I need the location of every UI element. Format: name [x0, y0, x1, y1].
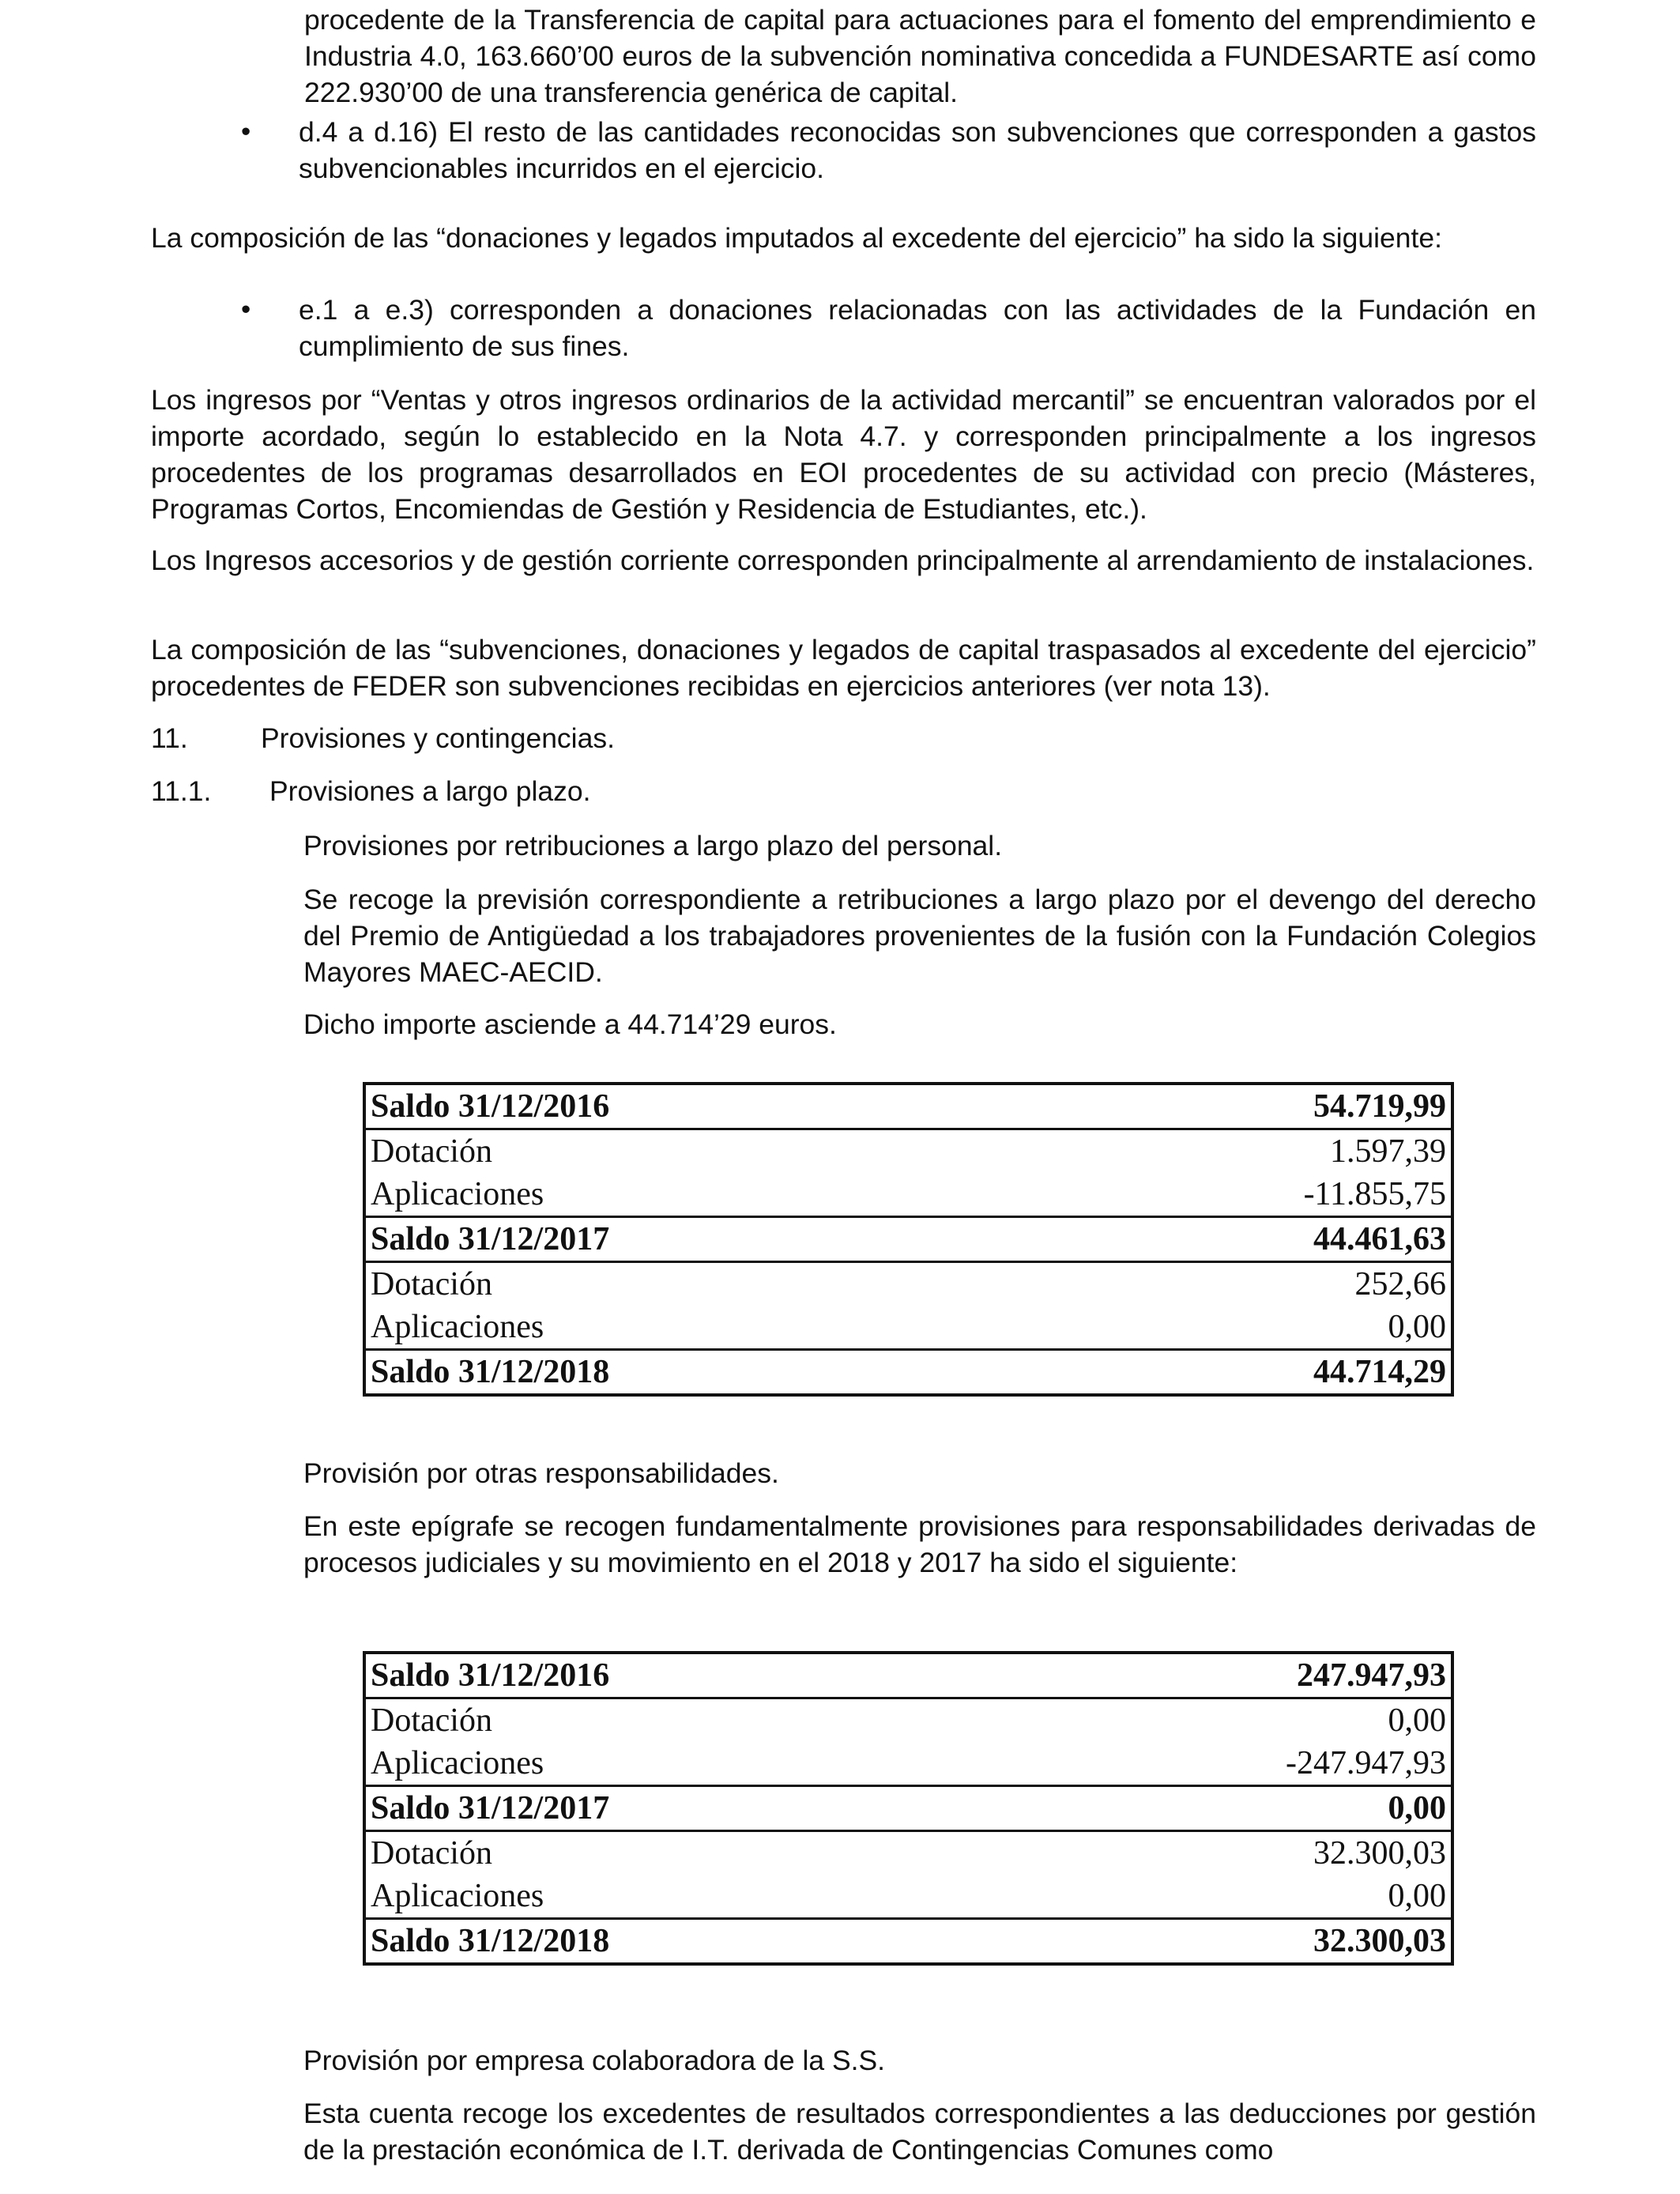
paragraph-empresa-colaboradora: Esta cuenta recoge los excedentes de resultados correspondientes a las deducciones por gestión de la prestación económica de I.T. derivada de Contingencias Comunes como	[303, 2098, 1536, 2166]
bullet-icon: •	[241, 294, 251, 325]
row-label: Aplicaciones	[371, 1745, 544, 1781]
table-row	[364, 1875, 1452, 1919]
row-label: Aplicaciones	[371, 1878, 544, 1914]
row-label: Saldo 31/12/2016	[371, 1088, 610, 1125]
table-row	[364, 1742, 1452, 1786]
row-value: -247.947,93	[1286, 1745, 1446, 1781]
paragraph-donaciones: La composición de las “donaciones y legados imputados al excedente del ejercicio” ha sido la siguiente:	[151, 222, 1442, 254]
paragraph-ventas: Los ingresos por “Ventas y otros ingresos ordinarios de la actividad mercantil” se encuentran valorados por el importe acordado, según lo establecido en la Nota 4.7. y corresponden principalmente a los ingresos procedentes de los programas desarrollados en EOI procedentes de su actividad con precio (Másteres, Programas Cortos, Encomiendas de Gestión y Residencia de Estudiantes, etc.).	[151, 384, 1536, 525]
paragraph-feder: La composición de las “subvenciones, donaciones y legados de capital traspasados al excedente del ejercicio” procedentes de FEDER son subvenciones recibidas en ejercicios anteriores (ver nota 13).	[151, 634, 1536, 702]
bullet-text: d.4 a d.16) El resto de las cantidades reconocidas son subvenciones que corresponden a gastos subvencionables incurridos en el ejercicio.	[299, 116, 1536, 184]
row-label: Saldo 31/12/2018	[371, 1354, 610, 1390]
table-row-total	[364, 1217, 1452, 1262]
table-row	[364, 1173, 1452, 1217]
row-value: 32.300,03	[1313, 1923, 1446, 1959]
row-value: 0,00	[1388, 1309, 1446, 1345]
table-row-total	[364, 1919, 1452, 1965]
table-row-total	[364, 1653, 1452, 1698]
row-value: 247.947,93	[1297, 1657, 1446, 1694]
subsection-title-otras-responsabilidades: Provisión por otras responsabilidades.	[303, 1457, 779, 1489]
paragraph-intro-continuation: procedente de la Transferencia de capital para actuaciones para el fomento del emprendimiento e Industria 4.0, 163.660’00 euros de la subvención nominativa concedida a FUNDESARTE así como 222.930’00 de una transferencia genérica de capital.	[304, 4, 1536, 108]
table-row-total	[364, 1350, 1452, 1396]
paragraph-ingresos-accesorios: Los Ingresos accesorios y de gestión corriente corresponden principalmente al arrendamiento de instalaciones.	[151, 545, 1535, 576]
row-label: Aplicaciones	[371, 1309, 544, 1345]
row-value: 44.461,63	[1313, 1221, 1446, 1257]
paragraph-retribuciones: Se recoge la previsión correspondiente a retribuciones a largo plazo por el devengo del derecho del Premio de Antigüedad a los trabajadores provenientes de la fusión con la Fundación Colegios Mayores MAEC-AECID.	[303, 884, 1536, 988]
row-value: -11.855,75	[1303, 1176, 1446, 1212]
row-value: 0,00	[1388, 1702, 1446, 1739]
subsection-title-empresa-colaboradora: Provisión por empresa colaboradora de la S.S.	[303, 2045, 886, 2076]
section-number: 11.	[151, 722, 188, 754]
bullet-icon: •	[241, 116, 251, 147]
row-label: Saldo 31/12/2016	[371, 1657, 610, 1694]
row-value: 32.300,03	[1313, 1835, 1446, 1872]
row-label: Dotación	[371, 1266, 492, 1302]
table-row	[364, 1262, 1452, 1306]
row-label: Saldo 31/12/2018	[371, 1923, 610, 1959]
section-title: Provisiones a largo plazo.	[269, 775, 591, 807]
paragraph-otras-responsabilidades: En este epígrafe se recogen fundamentalmente provisiones para responsabilidades derivadas de procesos judiciales y su movimiento en el 2018 y 2017 ha sido el siguiente:	[303, 1510, 1536, 1578]
row-label: Dotación	[371, 1133, 492, 1170]
section-heading-11	[151, 720, 862, 756]
table-row	[364, 1698, 1452, 1743]
table-row-total	[364, 1084, 1452, 1129]
table-row	[364, 1831, 1452, 1875]
bullet-text: e.1 a e.3) corresponden a donaciones relacionadas con las actividades de la Fundación en cumplimiento de sus fines.	[299, 294, 1536, 362]
row-value: 54.719,99	[1313, 1088, 1446, 1125]
paragraph-importe: Dicho importe asciende a 44.714’29 euros.	[303, 1008, 837, 1040]
table-row	[364, 1129, 1452, 1174]
subsection-title-retribuciones: Provisiones por retribuciones a largo plazo del personal.	[303, 830, 1003, 861]
table-row	[364, 1306, 1452, 1350]
table-row-total	[364, 1786, 1452, 1831]
section-number: 11.1.	[151, 775, 212, 807]
row-value: 0,00	[1388, 1790, 1446, 1826]
row-label: Dotación	[371, 1835, 492, 1872]
section-heading-11-1	[151, 773, 862, 809]
row-label: Aplicaciones	[371, 1176, 544, 1212]
row-value: 44.714,29	[1313, 1354, 1446, 1390]
row-label: Dotación	[371, 1702, 492, 1739]
row-value: 0,00	[1388, 1878, 1446, 1914]
table-provisiones-retribuciones	[363, 1082, 1454, 1397]
row-value: 252,66	[1354, 1266, 1446, 1302]
section-title: Provisiones y contingencias.	[261, 722, 615, 754]
row-value: 1.597,39	[1330, 1133, 1446, 1170]
row-label: Saldo 31/12/2017	[371, 1790, 610, 1826]
table-otras-responsabilidades	[363, 1651, 1454, 1966]
row-label: Saldo 31/12/2017	[371, 1221, 610, 1257]
